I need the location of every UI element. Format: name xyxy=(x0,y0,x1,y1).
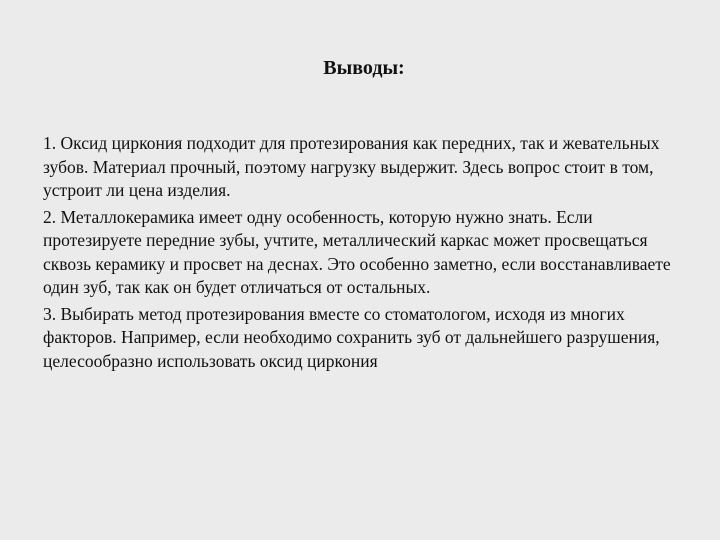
conclusion-item-2: 2. Металлокерамика имеет одну особенность, которую нужно знать. Если протезируете передние зубы, учтите, металлический каркас может просвещаться сквозь керамику и просвет на деснах. Это особенно заметно, если восстанавливаете один зуб, так как он будет отличаться от остальных. xyxy=(43,206,671,297)
slide-title: Выводы: xyxy=(323,57,405,79)
conclusion-item-3: 3. Выбирать метод протезирования вместе со стоматологом, исходя из многих факторов. Например, если необходимо сохранить зуб от дальнейшего разрушения, целесообразно использовать оксид циркония xyxy=(43,303,660,371)
conclusions-list xyxy=(43,132,683,376)
conclusion-item-1: 1. Оксид циркония подходит для протезирования как передних, так и жевательных зубов. Материал прочный, поэтому нагрузку выдержит. Здесь вопрос стоит в том, устроит ли цена изделия. xyxy=(43,133,660,200)
